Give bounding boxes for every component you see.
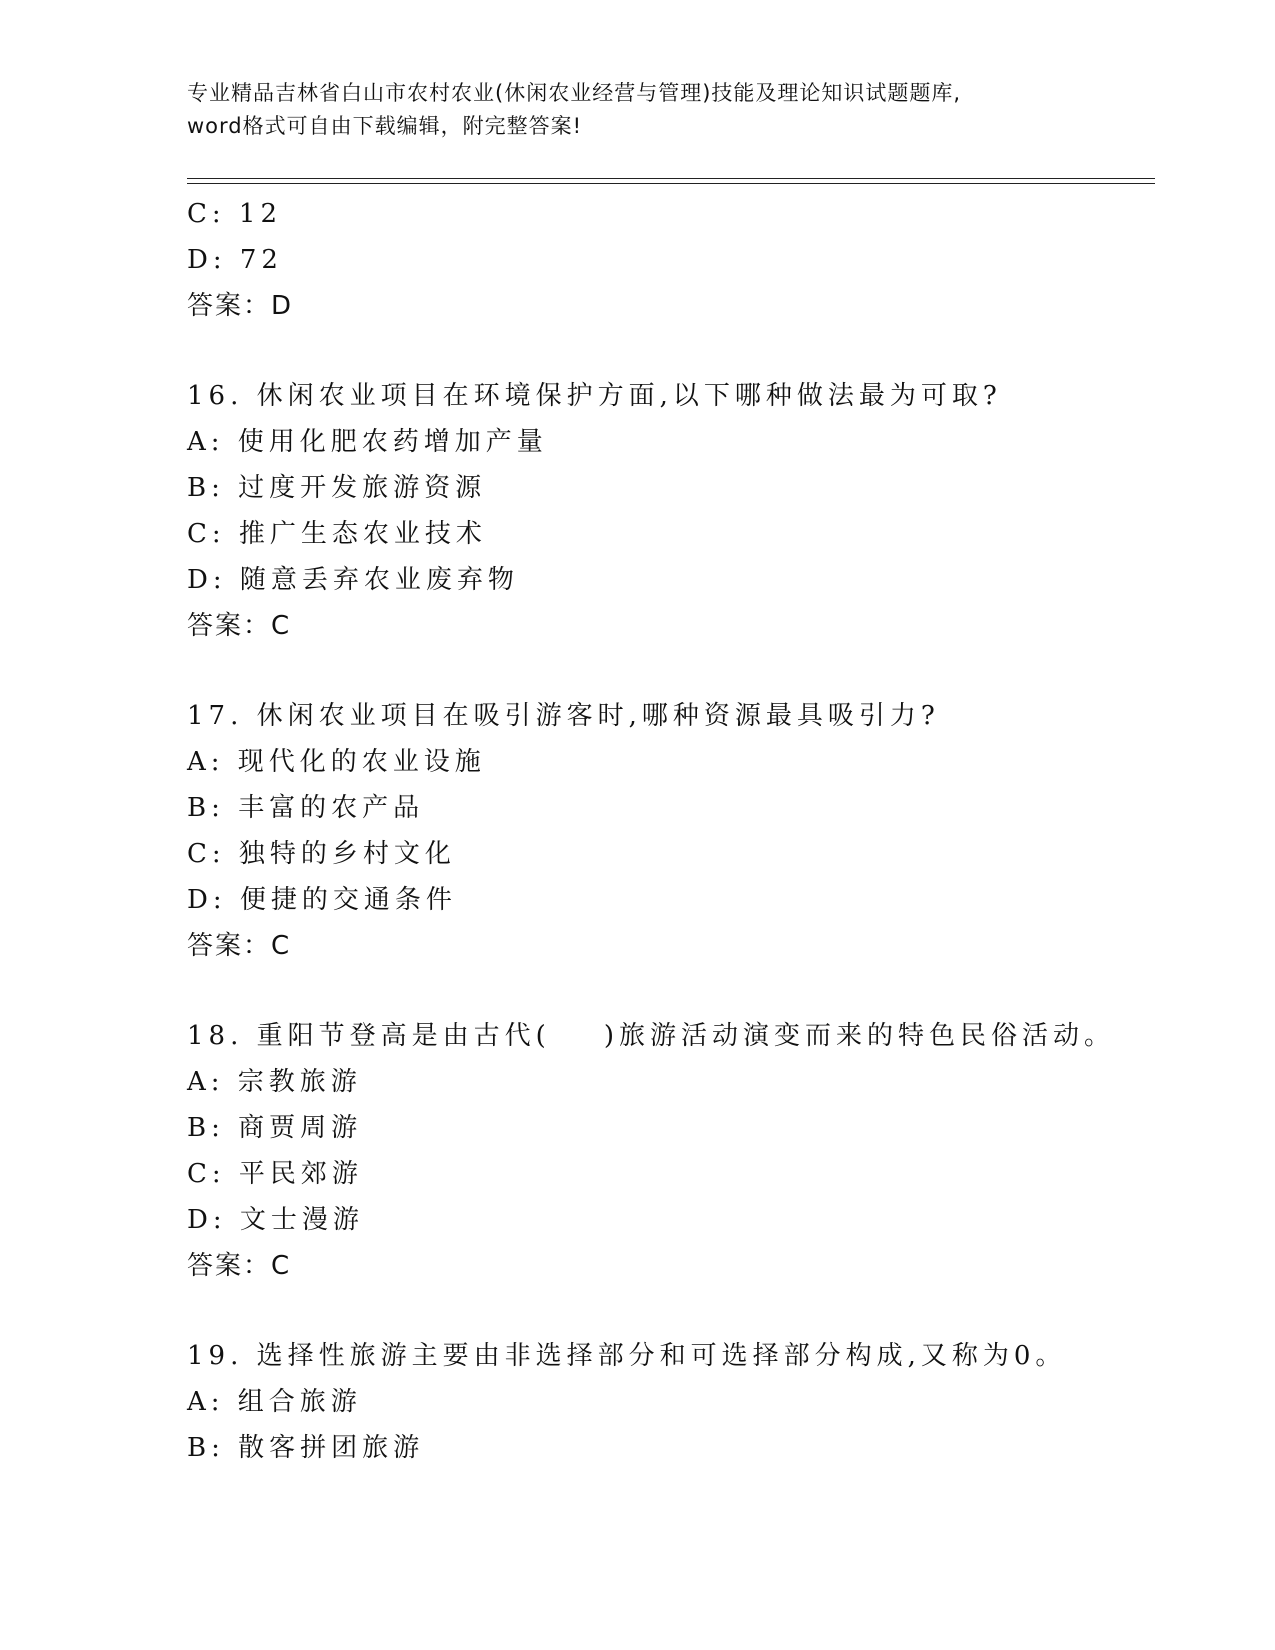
option-d: D: 随意丢弃农业废弃物 bbox=[187, 565, 519, 595]
option-a: A: 宗教旅游 bbox=[187, 1067, 362, 1097]
document-title-line-2: word格式可自由下载编辑，附完整答案! bbox=[187, 114, 583, 138]
question-stem: 17. 休闲农业项目在吸引游客时,哪种资源最具吸引力? bbox=[187, 701, 940, 731]
question-18 bbox=[187, 1013, 1155, 1289]
option-b: B: 商贾周游 bbox=[187, 1113, 363, 1143]
header-divider-top bbox=[187, 178, 1155, 179]
prev-answer: 答案：D bbox=[187, 291, 294, 321]
option-a: A: 使用化肥农药增加产量 bbox=[187, 427, 548, 457]
prev-option-c: C: 12 bbox=[187, 199, 283, 229]
document-title-line-1: 专业精品吉林省白山市农村农业(休闲农业经营与管理)技能及理论知识试题题库, bbox=[187, 81, 962, 105]
option-a: A: 组合旅游 bbox=[187, 1387, 362, 1417]
option-c: C: 推广生态农业技术 bbox=[187, 519, 487, 549]
prev-option-d: D: 72 bbox=[187, 245, 283, 275]
question-stem: 18. 重阳节登高是由古代( )旅游活动演变而来的特色民俗活动。 bbox=[187, 1021, 1115, 1051]
header-divider-bottom bbox=[187, 183, 1155, 184]
option-b: B: 过度开发旅游资源 bbox=[187, 473, 487, 503]
option-b: B: 丰富的农产品 bbox=[187, 793, 425, 823]
option-d: D: 文士漫游 bbox=[187, 1205, 364, 1235]
answer: 答案：C bbox=[187, 1251, 292, 1281]
answer: 答案：C bbox=[187, 931, 292, 961]
option-b: B: 散客拼团旅游 bbox=[187, 1433, 425, 1463]
option-d: D: 便捷的交通条件 bbox=[187, 885, 457, 915]
option-c: C: 平民郊游 bbox=[187, 1159, 363, 1189]
question-16 bbox=[187, 373, 1155, 649]
question-stem: 16. 休闲农业项目在环境保护方面,以下哪种做法最为可取? bbox=[187, 381, 1002, 411]
question-stem: 19. 选择性旅游主要由非选择部分和可选择部分构成,又称为0。 bbox=[187, 1341, 1067, 1371]
answer: 答案：C bbox=[187, 611, 292, 641]
option-c: C: 独特的乡村文化 bbox=[187, 839, 456, 869]
question-19 bbox=[187, 1333, 1155, 1471]
option-a: A: 现代化的农业设施 bbox=[187, 747, 486, 777]
question-list bbox=[187, 191, 1155, 1471]
question-17 bbox=[187, 693, 1155, 969]
